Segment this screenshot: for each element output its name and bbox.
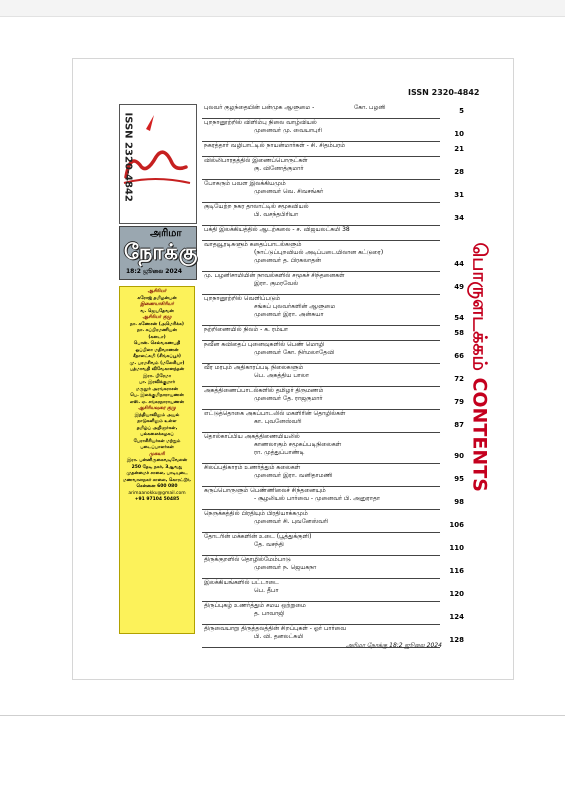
toc-author: காணலாகும் சமூகப்படிநிலைகள் (254, 441, 342, 448)
editorial-line: நா. சுப்பிரமணியன் (137, 328, 177, 333)
journal-logo-panel (119, 104, 197, 224)
toc-author: முனைவர் சி. புவனேஸ்வரி (254, 518, 329, 525)
toc-page-number: 128 (449, 636, 464, 644)
toc-entry[interactable] (202, 180, 464, 203)
toc-title: அகத்திணைப்பாடல்களில் தமிழர் திருமணம் (204, 387, 324, 394)
issue-label: 18:2 ஜூலை 2024 (126, 268, 183, 275)
toc-entry[interactable] (202, 326, 464, 341)
editorial-line: மணவாளநகர் சாலை, கொரட்டூர், (123, 477, 191, 483)
toc-author: கா. புவனேஸ்வரி (254, 418, 302, 425)
editorial-line: இந்தியாவிலும் அயல் (134, 412, 180, 418)
toc-entry[interactable] (202, 433, 464, 464)
toc-title: இலக்கியங்களில் பட்டாடை (204, 579, 279, 586)
toc-author: முனைவர் கோ. நிர்மலாதேவி (254, 349, 335, 356)
toc-title: கருப்பொருளும் பெண்ணிலைச் சிந்தனையும் (204, 487, 326, 494)
editorial-line: சுரோஜ் தமிழன்பன் (137, 295, 177, 301)
toc-title: சிலப்பதிகாரம் உணர்த்தும் கலைகள் (204, 464, 301, 471)
toc-entry[interactable] (202, 410, 464, 433)
editorial-line: சீதாலட்சுமி (சிங்கப்பூர்) (133, 354, 181, 359)
toc-title: வீர மரபும் அதிகாரப்படி நிலைகளும் (204, 364, 304, 371)
toc-title: தொல்காப்பிய அகத்திணையியலில் (204, 433, 300, 440)
toc-entry[interactable] (202, 533, 464, 556)
toc-page-number: 58 (454, 329, 464, 337)
toc-title: புறநானூற்றில் விளிம்பு நிலை வாழ்வியல் (204, 119, 317, 126)
toc-page-number: 5 (459, 107, 464, 115)
toc-title: குடியேற்ற நகர தாலாட்டில் சமூகவியல் (204, 203, 309, 210)
toc-title: போகரும் பவள இலக்கியமும் (204, 180, 286, 187)
editorial-line: இரா. பன்னிருகைவடிவேலன் (126, 458, 188, 463)
toc-entry[interactable] (202, 119, 464, 142)
editorial-line: பல்கலைக்கழகப் (140, 432, 174, 437)
toc-entry[interactable] (202, 142, 464, 157)
toc-entry[interactable] (202, 364, 464, 387)
toc-author: த. பாவாஜி (254, 610, 285, 617)
contents-heading: பொருளடக்கம் CONTENTS (468, 242, 491, 492)
toc-title: நவீன கவிதைப் புனைவுகளில் பெண் மொழி (204, 341, 325, 348)
editorial-line: பொன். செல்வகணபதி (133, 341, 181, 346)
toc-author: முனைவர் வெ. சிவசங்கர் (254, 188, 324, 195)
toc-page-number: 31 (454, 191, 464, 199)
toc-author: முனைவர் இரா. வனிதாமணி (254, 472, 333, 479)
toc-entry[interactable] (202, 272, 464, 295)
issn-vertical: ISSN 2320-4842 (122, 112, 134, 202)
editorial-line: ஆசிரியவுரை குழு (138, 406, 176, 411)
editorial-line: arimaanokku@gmail.com (128, 490, 186, 496)
toc-entry[interactable] (202, 510, 464, 533)
editorial-line: பா. இரவிக்குமார் (139, 380, 175, 385)
toc-title: நகரத்தார் வழிபாட்டில் நாயன்மார்கள் - சி. சிதம்பரம் (204, 142, 346, 149)
table-of-contents (202, 104, 464, 644)
editorial-line: ஒப்பிலா மதிவாணன் (135, 347, 179, 353)
editorial-line: இரா. பிரேமா (143, 373, 171, 379)
toc-entry[interactable] (202, 556, 464, 579)
contents-heading-strip (468, 180, 491, 600)
journal-title-block (119, 226, 197, 280)
toc-page-number: 87 (454, 421, 464, 429)
toc-title: புலவர் குழந்தையின் பன்முக ஆளுமை - (204, 104, 315, 111)
toc-author: இரா. குமரவேல் (254, 280, 299, 287)
toc-author: பெ. தீபா (254, 587, 279, 594)
toc-page-number: 106 (449, 521, 464, 529)
toc-title: நற்றிணையில் நிலம் - க. ரம்யா (204, 326, 289, 333)
toc-page-number: 116 (449, 567, 464, 575)
toc-entry[interactable] (202, 579, 464, 602)
toc-page-number: 124 (449, 613, 464, 621)
toc-page-number: 98 (454, 498, 464, 506)
toc-page-number: 34 (454, 214, 464, 222)
toc-author: - சூழலியல் பார்வை - முனைவர் பி. அனுராதா (254, 495, 381, 502)
toc-title: வாதவூரடிகளும் கதைப்பாடல்களும் (204, 241, 302, 248)
toc-page-number: 28 (454, 168, 464, 176)
journal-sidebar (119, 104, 197, 636)
toc-author: பி. வசந்தபிரியா (254, 211, 299, 218)
toc-author: முனைவர் இரா. அன்சுயா (254, 311, 324, 318)
toc-entry[interactable] (202, 387, 464, 410)
toc-page-number: 49 (454, 283, 464, 291)
editorial-line: ஆசிரியர் குழு (142, 315, 172, 320)
journal-name: நோக்கு (124, 240, 199, 264)
toc-entry[interactable] (202, 203, 464, 226)
issn-header: ISSN 2320-4842 (408, 88, 480, 97)
toc-entry[interactable] (202, 295, 464, 326)
toc-page-number: 120 (449, 590, 464, 598)
editorial-line: படைப்பாளர்கள் (140, 445, 174, 450)
toc-title: திருக்குறளில் தொழில்மேம்பாடு (204, 556, 291, 563)
toc-author: முனைவர் மு. வையாபுரி (254, 127, 322, 134)
toc-author: ரா. முத்துப்பாண்டி (254, 449, 305, 456)
editorial-line: முகவரி (149, 451, 165, 457)
toc-page-number: 95 (454, 475, 464, 483)
editorial-line: முதன்மைச் சாலை, பாடியுடை (126, 471, 188, 476)
editorial-line: தமிழ்ப் அறிஞர்கள், (136, 425, 178, 431)
toc-title: திருவையாறு திருத்தலத்தின் சிறப்புகள் - ஓர் பார்வை (204, 625, 347, 632)
toc-page-number: 44 (454, 260, 464, 268)
toc-author: பெ. அகத்திய பாலா (254, 372, 310, 379)
editorial-line: பெ. இலக்குமிநாராயணன் (130, 393, 184, 398)
editorial-board (119, 286, 195, 634)
viewer-top-bar (0, 0, 565, 17)
toc-author: முனைவர் ந. ஜெயகநா (254, 564, 317, 571)
toc-author: தே. வசந்தி (254, 541, 284, 548)
toc-entry[interactable] (202, 157, 464, 180)
toc-entry[interactable] (202, 464, 464, 487)
editorial-line: எஸ். ஏ. சங்கரநாராயணன் (130, 399, 184, 405)
editorial-line: மருதூர் அரங்கராசன் (135, 386, 179, 392)
editorial-line: நாடுகளிலும் உள்ள (137, 419, 177, 424)
toc-author: சங்கப் புலவர்களின் ஆளுமை (254, 303, 336, 310)
toc-author: கு. வினோத்குமார் (254, 165, 304, 172)
toc-title: வில்லிபாரதத்தில் இணைப்பொருட்கள் (204, 157, 308, 164)
toc-title: புறநானூற்றில் வெளிப்படும் (204, 295, 281, 302)
toc-entry[interactable] (202, 226, 440, 241)
toc-page-number: 79 (454, 398, 464, 406)
toc-entry[interactable] (202, 341, 464, 364)
editorial-line: வ. ஜெயதேவன் (140, 308, 174, 314)
editorial-line: ஆசிரியர் (147, 289, 167, 294)
toc-page-number: 90 (454, 452, 464, 460)
editorial-line: +91 97104 50485 (134, 497, 180, 502)
editorial-line: பத்மாவதி விவேகானந்தன் (129, 367, 185, 372)
toc-page-number: 21 (454, 145, 464, 153)
journal-prefix: அரிமா (150, 228, 182, 239)
editorial-line: 250 தேடி நகர், 3ஆவது (131, 464, 183, 470)
page-divider (0, 715, 565, 716)
toc-author: கோ. பழனி (354, 104, 386, 111)
toc-title: மு. பழனிசாமியின் நாவல்களில் சமூகச் சிந்தனைகள் (204, 272, 345, 279)
toc-title: திருப்புகழ் உணர்த்தும் சமய ஒற்றுமை (204, 602, 306, 609)
toc-author: (நாட்டுப்புறவியல் அடிப்படையிலான கட்டுரை) (254, 249, 384, 256)
toc-author: முனைவர் த. பிரகலாதன் (254, 257, 321, 264)
toc-page-number: 54 (454, 314, 464, 322)
toc-entry[interactable] (202, 602, 464, 625)
toc-entry[interactable] (202, 104, 464, 119)
editorial-line: இணையாசிரியர் (140, 302, 174, 307)
editorial-line: (கனடா) (148, 334, 166, 340)
toc-title: நெருக்கத்தில் பிரதியும் பிரதியாக்கமும் (204, 510, 308, 517)
editorial-line: சென்னை 600 080 (136, 484, 178, 489)
toc-title: எட்டுத்தொகை அகப்பாடலில் மகளிரின் தொழில்கள் (204, 410, 346, 417)
toc-entry[interactable] (202, 241, 464, 272)
toc-author: பி. வி. தனலட்சுமி (254, 633, 304, 640)
toc-title: பக்தி இலக்கியத்தில் ஆடற்கலை - ச. விஜயலட்சுமி 38 (204, 226, 350, 233)
editorial-line: மு. பரமசிவம் (மலேசியா) (129, 360, 185, 366)
toc-page-number: 72 (454, 375, 464, 383)
editorial-line: நா. கணேசன் (அமெரிக்க) (130, 321, 184, 327)
toc-page-number: 10 (454, 130, 464, 138)
editorial-line: பேராசிரியர்கள் மற்றும் (133, 438, 181, 444)
toc-title: தோடரின் மக்களின் உடை (பூத்துக்குளி) (204, 533, 312, 540)
toc-entry[interactable] (202, 487, 464, 510)
footer-issue-note: அரிமா நோக்கு 18:2 ஜூலை 2024 (346, 642, 442, 649)
toc-author: முனைவர் தே. ராஜகுமார் (254, 395, 323, 402)
toc-page-number: 66 (454, 352, 464, 360)
toc-page-number: 110 (449, 544, 464, 552)
